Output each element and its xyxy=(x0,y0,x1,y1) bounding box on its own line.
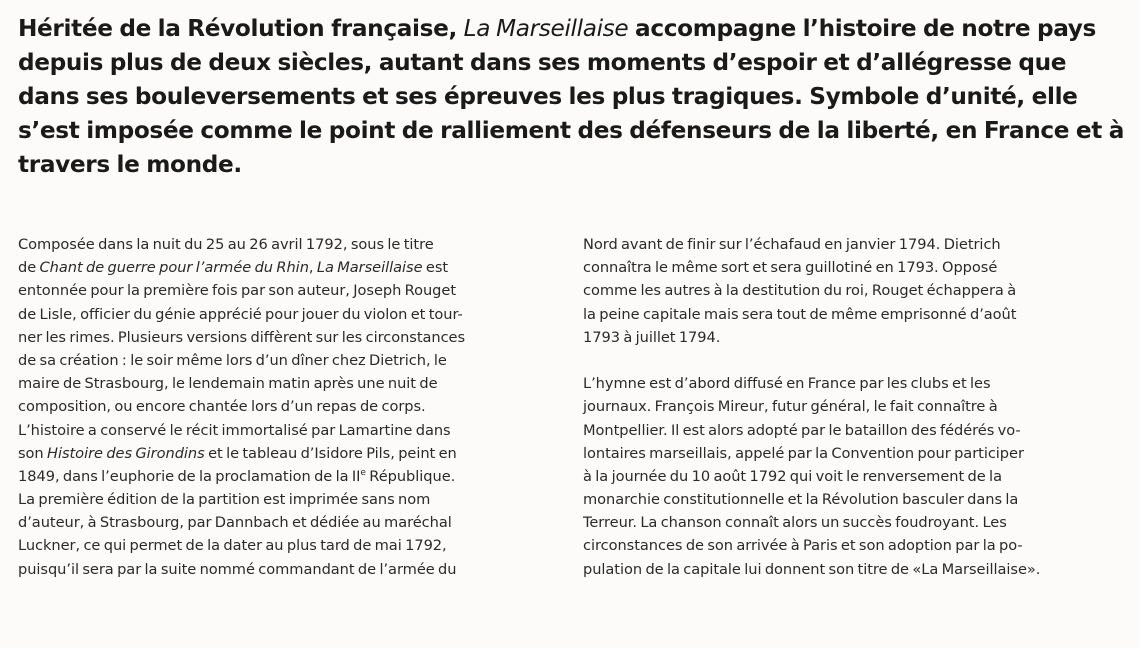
text-line: comme les autres à la destitution du roi, Rouget échappera à xyxy=(583,282,1017,300)
text-line: Luckner, ce qui permet de la dater au plus tard de mai 1792, xyxy=(18,537,447,555)
left-column xyxy=(18,233,551,581)
text-line: circonstances de son arrivée à Paris et son adoption par la po- xyxy=(583,537,1023,555)
superscript: e xyxy=(360,468,366,479)
text-line: monarchie constitutionnelle et la Révolution basculer dans la xyxy=(583,491,1019,509)
text-line: Composée dans la nuit du 25 au 26 avril 1792, sous le titre xyxy=(18,236,434,253)
lead-text-start: Héritée de la Révolution française, xyxy=(18,15,464,42)
text-line: L’histoire a conservé le récit immortalisé par Lamartine dans xyxy=(18,421,451,439)
lead-paragraph xyxy=(18,12,1130,182)
text-line xyxy=(18,465,551,488)
text-line: 1793 à juillet 1794. xyxy=(583,328,721,346)
right-column xyxy=(583,233,1120,581)
text-line: Montpellier. Il est alors adopté par le bataillon des fédérés vo- xyxy=(583,421,1021,439)
text-line: lontaires marseillais, appelé par la Convention pour participer xyxy=(583,444,1024,462)
lead-text-end: accompagne l’histoire de notre pays depuis plus de deux siècles, autant dans ses moments d’espoir et d’allégresse que dans ses bouleversements et ses épreuves les plus tragiques. Symbole d’unité, elle s’est imposée comme le point de ralliement des défenseurs de la liberté, en France et à travers le monde. xyxy=(18,15,1125,178)
text-line xyxy=(18,256,551,279)
text-line: entonnée pour la première fois par son auteur, Joseph Rouget xyxy=(18,282,457,300)
lead-title-italic: La Marseillaise xyxy=(463,15,629,42)
text-fragment: de xyxy=(18,259,40,277)
text-line: Terreur. La chanson connaît alors un succès foudroyant. Les xyxy=(583,514,1007,532)
text-line: connaîtra le même sort et sera guillotiné en 1793. Opposé xyxy=(583,259,998,277)
text-fragment: et le tableau d’Isidore Pils, peint en xyxy=(204,444,457,462)
text-line: d’auteur, à Strasbourg, par Dannbach et dédiée au maréchal xyxy=(18,514,452,532)
text-fragment: , xyxy=(308,259,317,277)
text-line: Nord avant de finir sur l’échafaud en janvier 1794. Dietrich xyxy=(583,236,1001,253)
text-line: ner les rimes. Plusieurs versions diffèrent sur les circonstances xyxy=(18,328,466,346)
text-line: à la journée du 10 août 1792 qui voit le renversement de la xyxy=(583,467,1002,485)
text-fragment: 1849, dans l’euphorie de la proclamation de la II xyxy=(18,467,361,485)
text-line: de sa création : le soir même lors d’un dîner chez Dietrich, le xyxy=(18,351,447,369)
text-line: puisqu’il sera par la suite nommé commandant de l’armée du xyxy=(18,560,457,578)
text-line: journaux. François Mireur, futur général, le fait connaître à xyxy=(583,398,998,416)
text-fragment: son xyxy=(18,444,48,462)
text-line xyxy=(18,442,551,465)
text-line: la peine capitale mais sera tout de même emprisonné d’août xyxy=(583,305,1017,323)
italic-title: Chant de guerre pour l’armée du Rhin xyxy=(39,259,309,277)
text-fragment: est xyxy=(422,259,449,277)
text-line: pulation de la capitale lui donnent son titre de «La Marseillaise». xyxy=(583,560,1041,578)
text-line: composition, ou encore chantée lors d’un repas de corps. xyxy=(18,398,426,416)
italic-title: Histoire des Girondins xyxy=(47,444,205,462)
italic-title: La Marseillaise xyxy=(316,259,423,277)
text-line: maire de Strasbourg, le lendemain matin après une nuit de xyxy=(18,375,438,393)
text-line: de Lisle, officier du génie apprécié pour jouer du violon et tour- xyxy=(18,305,463,323)
text-fragment: République. xyxy=(365,467,456,485)
text-line: L’hymne est d’abord diffusé en France par les clubs et les xyxy=(583,375,991,393)
text-line: La première édition de la partition est imprimée sans nom xyxy=(18,491,431,509)
paragraph-gap xyxy=(583,349,1120,372)
